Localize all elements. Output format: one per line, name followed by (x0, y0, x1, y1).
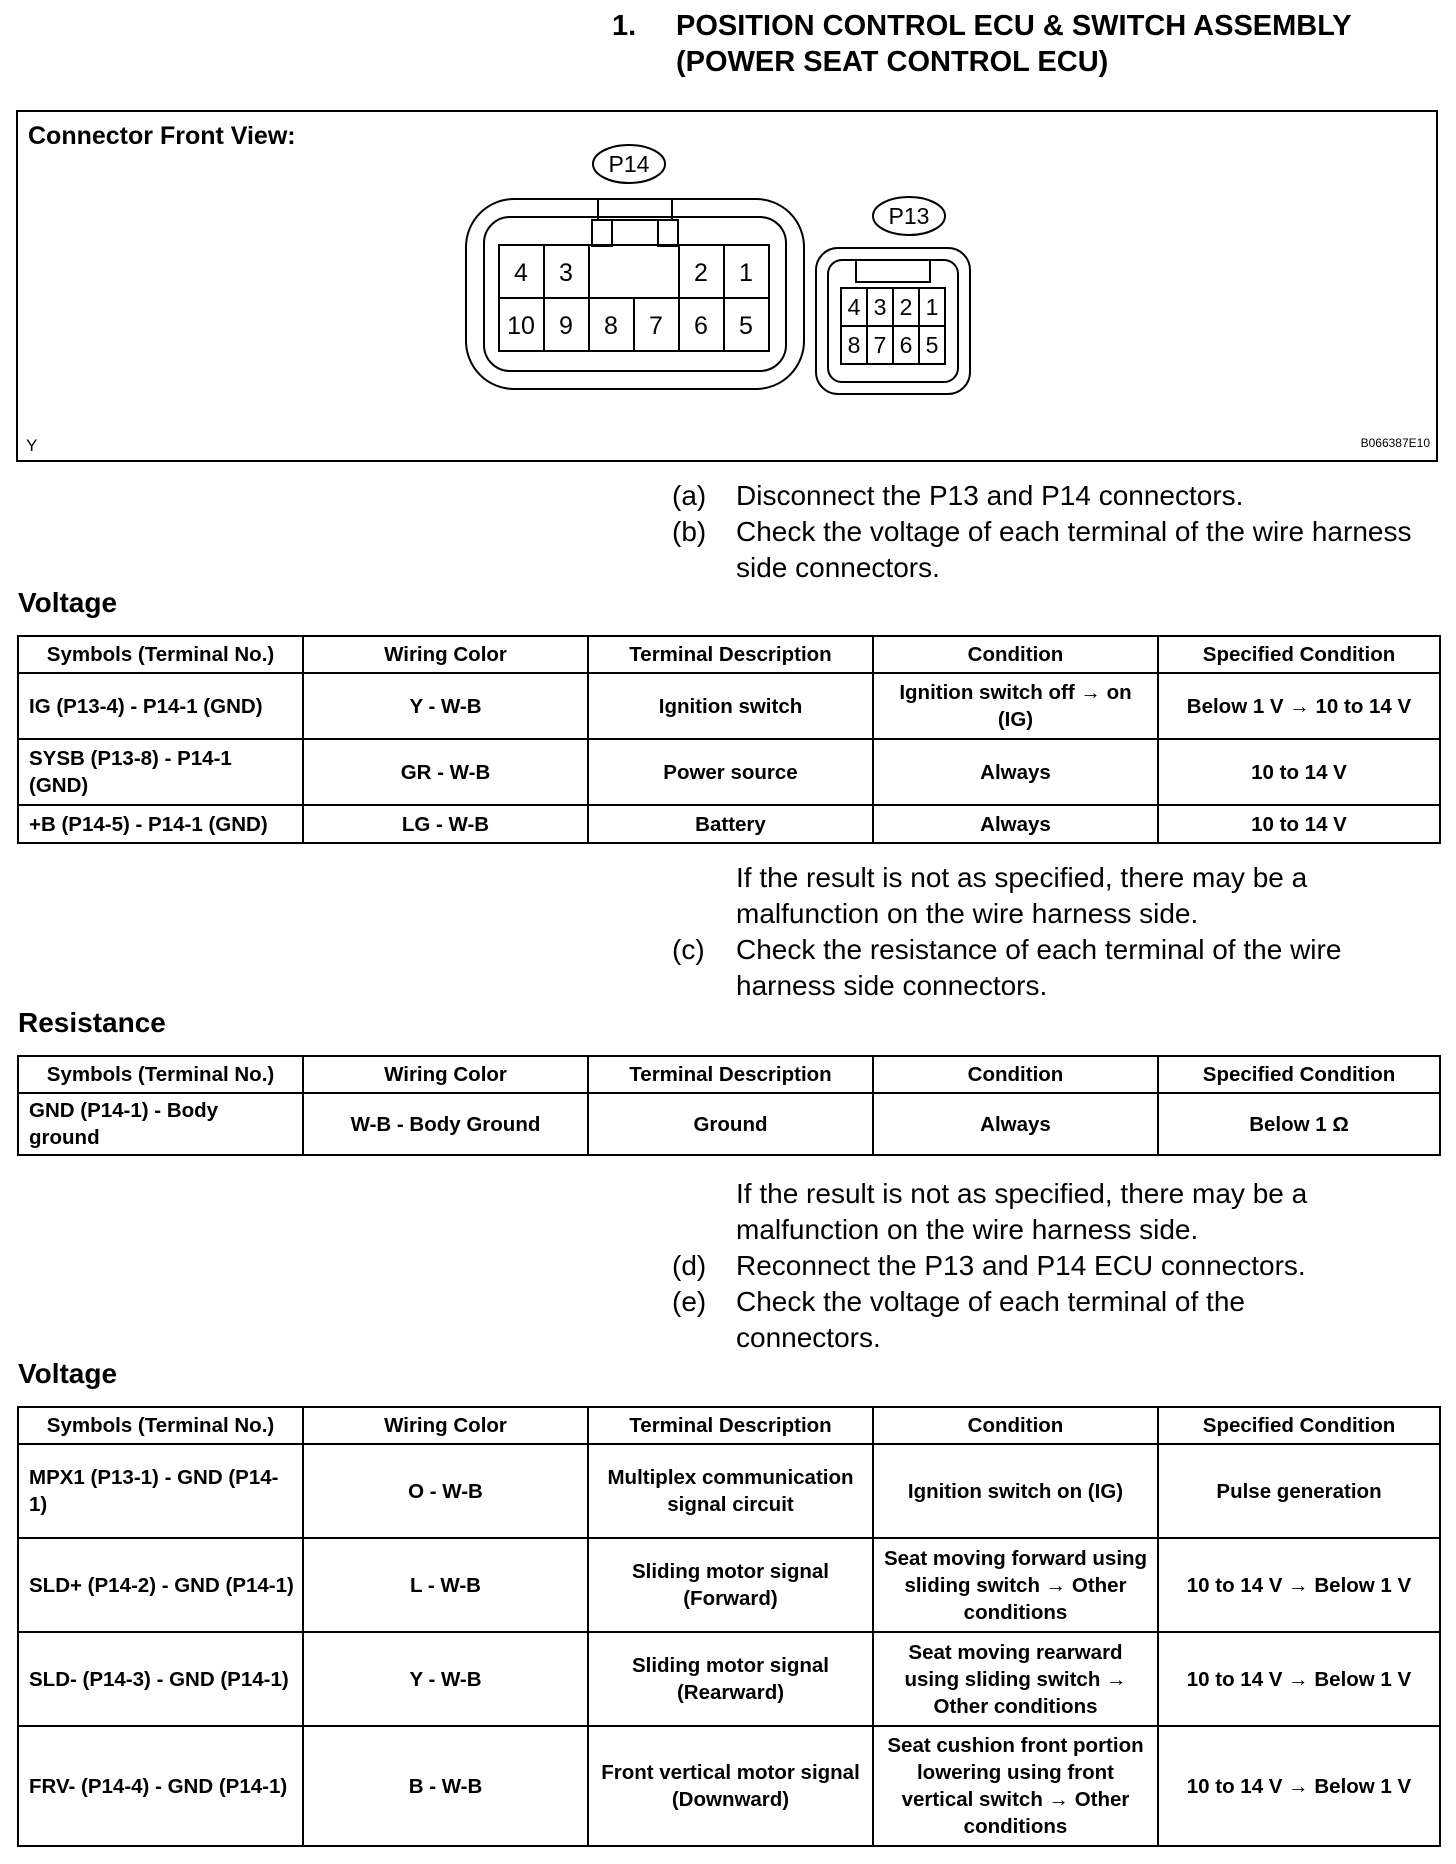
p13-pin: 8 (847, 332, 861, 358)
cell-condition: Always (873, 1093, 1158, 1155)
cell-terminal-description: Ground (588, 1093, 873, 1155)
header-terminal-description: Terminal Description (588, 1056, 873, 1093)
cell-specified-condition: Below 1 V → 10 to 14 V (1158, 673, 1440, 739)
cell-condition: Seat cushion front portion lowering using front vertical switch → Other conditions (873, 1726, 1158, 1846)
p14-pin: 1 (739, 259, 753, 287)
p14-label: P14 (608, 151, 650, 177)
cell-specified-condition: 10 to 14 V → Below 1 V (1158, 1538, 1440, 1632)
header-condition: Condition (873, 636, 1158, 673)
cell-condition: Always (873, 739, 1158, 805)
note-1: If the result is not as specified, there may be a malfunction on the wire harness side. (736, 862, 1308, 929)
cell-specified-condition: 10 to 14 V (1158, 805, 1440, 843)
step-label: (d) (672, 1250, 707, 1281)
cell-condition: Seat moving forward using sliding switch → Other conditions (873, 1538, 1158, 1632)
p13-pin: 4 (847, 294, 861, 320)
cell-wiring-color: W-B - Body Ground (303, 1093, 588, 1155)
p14-pin: 3 (559, 259, 573, 287)
p14-pin: 9 (559, 312, 573, 340)
cell-terminal-description: Power source (588, 739, 873, 805)
cell-terminal-description: Multiplex communication signal circuit (588, 1444, 873, 1538)
table-row (18, 673, 1440, 739)
p13-pin: 6 (899, 332, 913, 358)
cell-symbols: SLD+ (P14-2) - GND (P14-1) (18, 1538, 303, 1632)
header-condition: Condition (873, 1407, 1158, 1444)
cell-wiring-color: Y - W-B (303, 673, 588, 739)
step-text: Check the voltage of each terminal of the connectors. (736, 1286, 1245, 1353)
p14-pin: 8 (604, 312, 618, 340)
step-label: (b) (672, 516, 707, 547)
p14-pin: 6 (694, 312, 708, 340)
p13-pin: 2 (899, 294, 913, 320)
p13-pin: 1 (925, 294, 939, 320)
note-2: If the result is not as specified, there may be a malfunction on the wire harness side. (736, 1178, 1308, 1245)
p14-pin: 4 (514, 259, 528, 287)
cell-wiring-color: Y - W-B (303, 1632, 588, 1726)
cell-condition: Seat moving rearward using sliding switch → Other conditions (873, 1632, 1158, 1726)
table2-title: Resistance (18, 1007, 166, 1038)
p13-pin: 5 (925, 332, 939, 358)
cell-condition: Always (873, 805, 1158, 843)
section-number: 1. (612, 10, 637, 42)
table-row (18, 1538, 1440, 1632)
cell-condition: Ignition switch off → on (IG) (873, 673, 1158, 739)
header-condition: Condition (873, 1056, 1158, 1093)
cell-terminal-description: Ignition switch (588, 673, 873, 739)
step-text: Check the resistance of each terminal of the wire harness side connectors. (736, 934, 1342, 1001)
p13-label: P13 (888, 203, 930, 229)
p14-pin: 2 (694, 259, 708, 287)
cell-wiring-color: L - W-B (303, 1538, 588, 1632)
header-specified-condition: Specified Condition (1158, 1056, 1440, 1093)
cell-symbols: SYSB (P13-8) - P14-1 (GND) (18, 739, 303, 805)
figure-title: Connector Front View: (28, 122, 296, 150)
step-label: (c) (672, 934, 705, 965)
cell-wiring-color: LG - W-B (303, 805, 588, 843)
table3-title: Voltage (18, 1358, 118, 1389)
table-row (18, 1632, 1440, 1726)
cell-terminal-description: Battery (588, 805, 873, 843)
cell-wiring-color: GR - W-B (303, 739, 588, 805)
table-row (18, 1726, 1440, 1846)
table1-title: Voltage (18, 587, 118, 618)
cell-terminal-description: Front vertical motor signal (Downward) (588, 1726, 873, 1846)
p13-pin: 7 (873, 332, 887, 358)
step-label: (a) (672, 480, 707, 511)
connector-diagram (18, 112, 1436, 460)
header-symbols: Symbols (Terminal No.) (18, 1056, 303, 1093)
header-symbols: Symbols (Terminal No.) (18, 636, 303, 673)
table-row (18, 739, 1440, 805)
header-specified-condition: Specified Condition (1158, 636, 1440, 673)
connector-figure (16, 110, 1438, 462)
resistance-table (17, 1055, 1441, 1156)
header-specified-condition: Specified Condition (1158, 1407, 1440, 1444)
cell-specified-condition: 10 to 14 V → Below 1 V (1158, 1726, 1440, 1846)
p14-pin: 5 (739, 312, 753, 340)
step-label: (e) (672, 1286, 707, 1317)
cell-specified-condition: Below 1 Ω (1158, 1093, 1440, 1155)
cell-symbols: MPX1 (P13-1) - GND (P14-1) (18, 1444, 303, 1538)
figure-corner-mark: Y (26, 436, 38, 455)
header-wiring-color: Wiring Color (303, 1056, 588, 1093)
cell-condition: Ignition switch on (IG) (873, 1444, 1158, 1538)
cell-terminal-description: Sliding motor signal (Forward) (588, 1538, 873, 1632)
p14-pin: 7 (649, 312, 663, 340)
header-wiring-color: Wiring Color (303, 636, 588, 673)
figure-reference-code: B066387E10 (1360, 436, 1430, 450)
cell-wiring-color: B - W-B (303, 1726, 588, 1846)
cell-specified-condition: 10 to 14 V → Below 1 V (1158, 1632, 1440, 1726)
header-terminal-description: Terminal Description (588, 1407, 873, 1444)
section-title-line1: POSITION CONTROL ECU & SWITCH ASSEMBLY (676, 10, 1352, 42)
cell-symbols: GND (P14-1) - Body ground (18, 1093, 303, 1155)
cell-specified-condition: 10 to 14 V (1158, 739, 1440, 805)
header-symbols: Symbols (Terminal No.) (18, 1407, 303, 1444)
step-text: Check the voltage of each terminal of the wire harness side connectors. (736, 516, 1412, 583)
voltage-table-2 (17, 1406, 1441, 1847)
table-row (18, 1093, 1440, 1155)
header-wiring-color: Wiring Color (303, 1407, 588, 1444)
table-row (18, 1444, 1440, 1538)
cell-wiring-color: O - W-B (303, 1444, 588, 1538)
step-text: Disconnect the P13 and P14 connectors. (736, 480, 1244, 511)
cell-specified-condition: Pulse generation (1158, 1444, 1440, 1538)
table-row (18, 805, 1440, 843)
p13-pin: 3 (873, 294, 887, 320)
cell-symbols: SLD- (P14-3) - GND (P14-1) (18, 1632, 303, 1726)
cell-terminal-description: Sliding motor signal (Rearward) (588, 1632, 873, 1726)
section-title-line2: (POWER SEAT CONTROL ECU) (676, 46, 1109, 78)
cell-symbols: +B (P14-5) - P14-1 (GND) (18, 805, 303, 843)
step-text: Reconnect the P13 and P14 ECU connectors. (736, 1250, 1306, 1281)
voltage-table-1 (17, 635, 1441, 844)
cell-symbols: FRV- (P14-4) - GND (P14-1) (18, 1726, 303, 1846)
cell-symbols: IG (P13-4) - P14-1 (GND) (18, 673, 303, 739)
header-terminal-description: Terminal Description (588, 636, 873, 673)
p14-pin: 10 (507, 312, 535, 340)
